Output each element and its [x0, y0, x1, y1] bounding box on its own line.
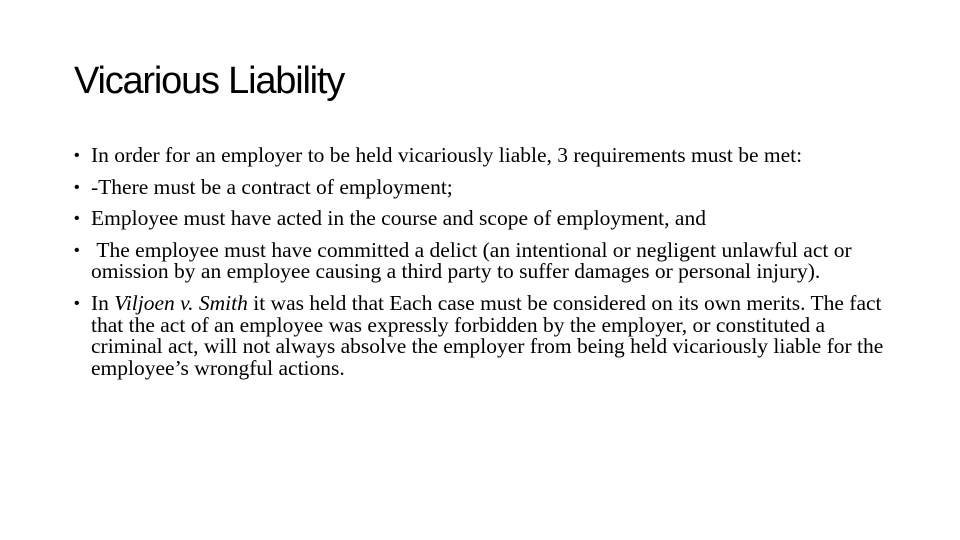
bullet-text: In order for an employer to be held vicariously liable, 3 requirements must be met: — [91, 143, 803, 167]
case-name: Viljoen v. Smith — [114, 290, 248, 315]
bullet-item — [74, 145, 900, 167]
bullet-icon: • — [74, 210, 80, 228]
bullet-text: -There must be a contract of employment; — [91, 174, 453, 199]
bullet-item — [74, 237, 900, 284]
bullet-icon: • — [74, 294, 80, 312]
bullet-text: Employee must have acted in the course and scope of employment, and — [91, 206, 706, 231]
bullet-suffix: it was held that Each case must be considered on its own merits. The fact that the act of an employee was expressly forbidden by the employer, or constituted a criminal act, will not always absolve the employer from being held vicariously liable for the employee’s wrongful actions. — [91, 290, 889, 380]
bullet-text: The employee must have committed a delict (an intentional or negligent unlawful act or omission by an employee causing a third party to suffer damages or personal injury). — [91, 237, 857, 284]
bullet-item — [74, 174, 900, 199]
bullet-icon: • — [74, 241, 80, 259]
slide-title: Vicarious Liability — [74, 60, 345, 102]
bullet-prefix: In — [91, 290, 115, 315]
bullet-icon: • — [74, 147, 80, 164]
bullet-list — [74, 145, 900, 389]
bullet-icon: • — [74, 178, 80, 196]
bullet-text — [91, 290, 900, 380]
bullet-item — [74, 208, 900, 230]
bullet-item — [74, 290, 900, 380]
